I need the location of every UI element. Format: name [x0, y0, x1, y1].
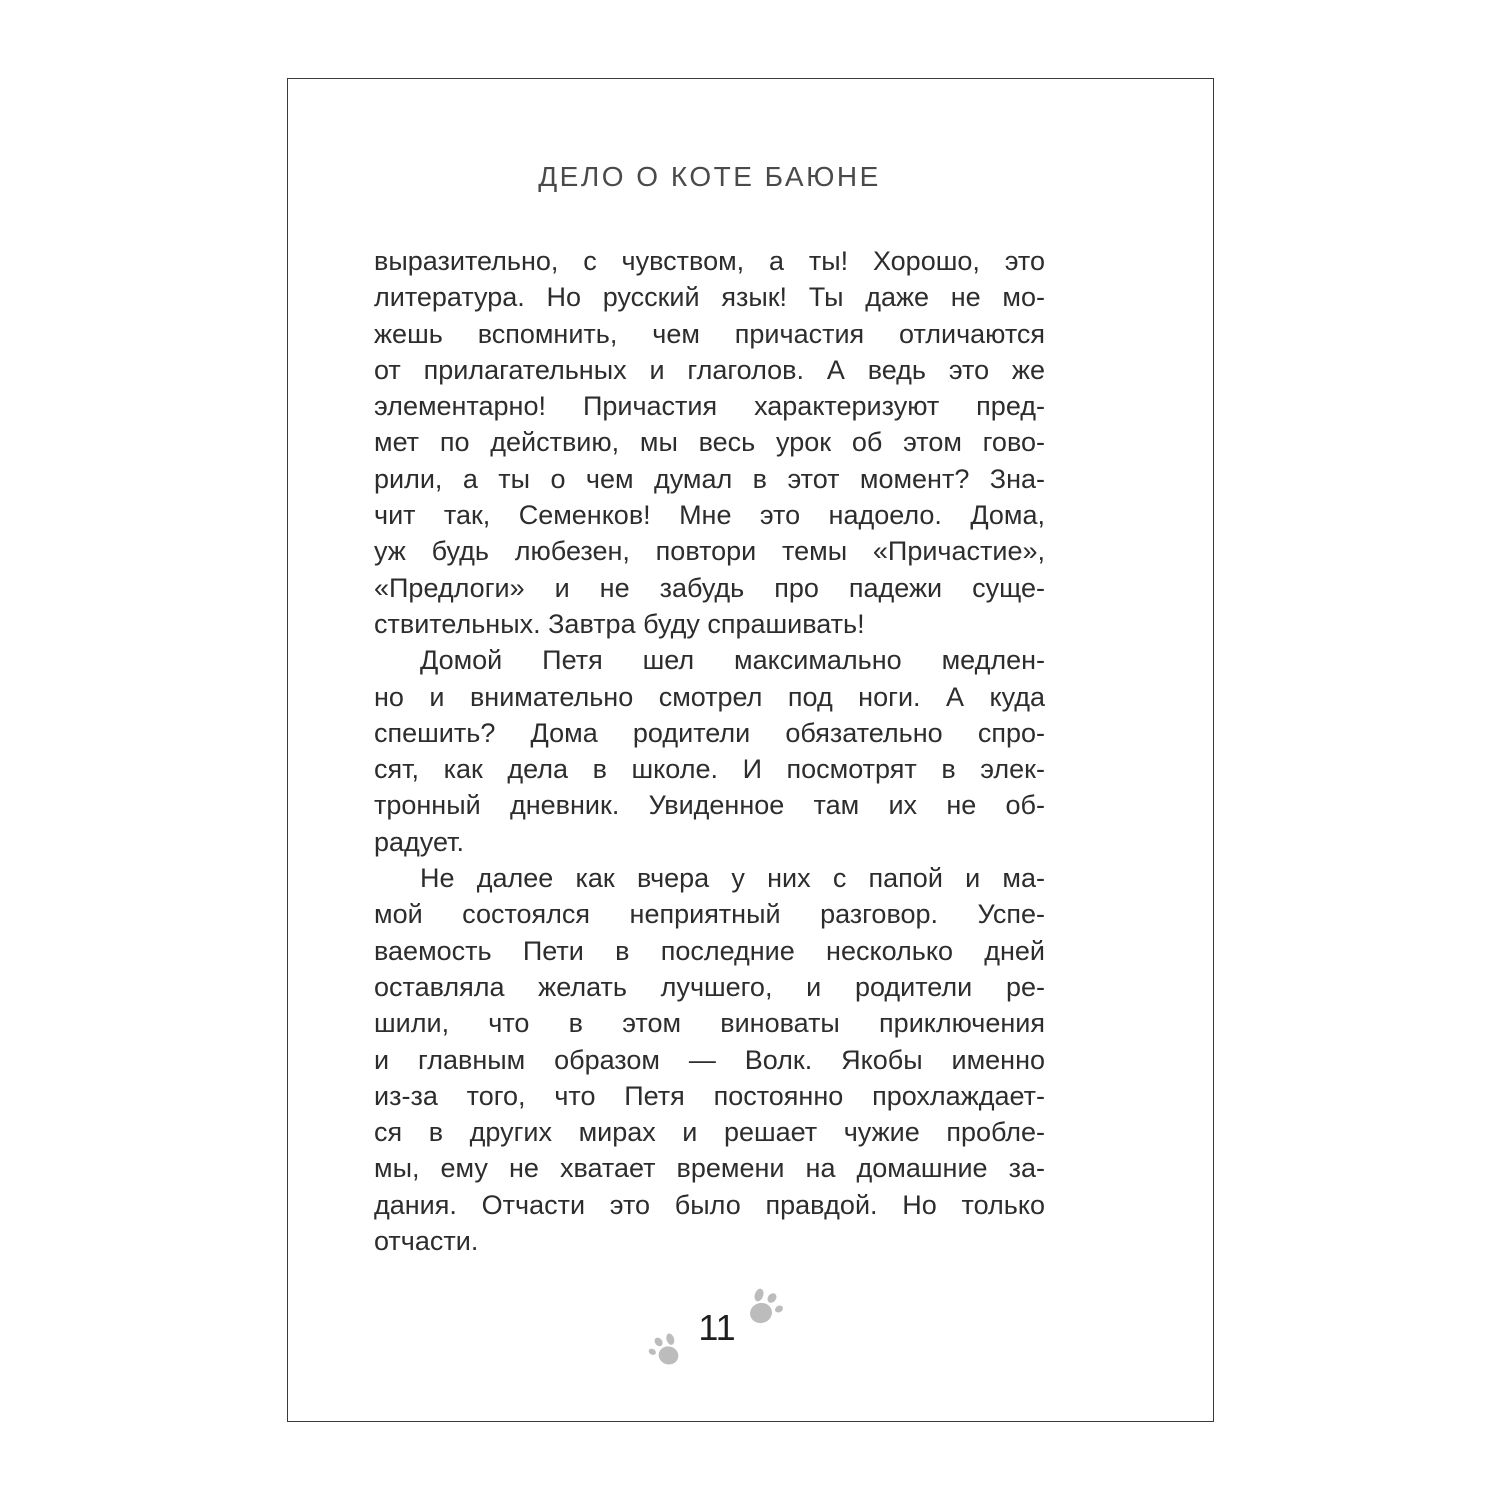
text-line: ваемость Пети в последние несколько дней [374, 935, 1045, 966]
body-text [374, 243, 1045, 1259]
text-line: ся в других мирах и решает чужие пробле- [374, 1117, 1045, 1148]
text-line: элементарно! Причастия характеризуют пред- [374, 391, 1045, 422]
text-line: мой состоялся неприятный разговор. Успе- [374, 899, 1045, 930]
text-line: выразительно, с чувством, а ты! Хорошо, это [374, 246, 1045, 276]
running-header: ДЕЛО О КОТЕ БАЮНЕ [538, 161, 881, 192]
text-line: из-за того, что Петя постоянно прохлаждает- [374, 1080, 1045, 1111]
text-line: шили, что в этом виноваты приключения [374, 1008, 1045, 1039]
page-number: 11 [698, 1307, 736, 1348]
text-line: мы, ему не хватает времени на домашние за- [374, 1153, 1045, 1184]
text-line: уж будь любезен, повтори темы «Причастие», [374, 536, 1045, 567]
paw-print-icon [646, 1331, 682, 1369]
text-line: и главным образом — Волк. Якобы именно [374, 1044, 1045, 1075]
text-line: оставляла желать лучшего, и родители ре- [374, 971, 1045, 1002]
text-line: но и внимательно смотрел под ноги. А куда [374, 681, 1045, 712]
text-line: мет по действию, мы весь урок об этом гово- [374, 427, 1045, 458]
text-line: от прилагательных и глаголов. А ведь это же [374, 354, 1045, 385]
text-line: жешь вспомнить, чем причастия отличаются [374, 318, 1045, 349]
text-line: «Предлоги» и не забудь про падежи суще- [374, 572, 1045, 603]
text-line: отчасти. [374, 1226, 479, 1257]
text-line: Не далее как вчера у них с папой и ма- [420, 863, 1045, 894]
text-line: ствительных. Завтра буду спрашивать! [374, 608, 865, 639]
text-line: дания. Отчасти это было правдой. Но только [374, 1189, 1045, 1220]
book-page [287, 78, 1214, 1422]
text-line: чит так, Семенков! Мне это надоело. Дома, [374, 500, 1045, 531]
text-line: рили, а ты о чем думал в этот момент? Зна- [374, 463, 1045, 494]
text-line: радует. [374, 826, 464, 857]
text-line: литература. Но русский язык! Ты даже не мо- [374, 282, 1045, 313]
text-line: тронный дневник. Увиденное там их не об- [374, 790, 1045, 821]
text-line: Домой Петя шел максимально медлен- [420, 645, 1045, 676]
text-line: сят, как дела в школе. И посмотрят в элек- [374, 754, 1045, 785]
text-line: спешить? Дома родители обязательно спро- [374, 717, 1045, 748]
paw-print-icon [746, 1287, 786, 1327]
